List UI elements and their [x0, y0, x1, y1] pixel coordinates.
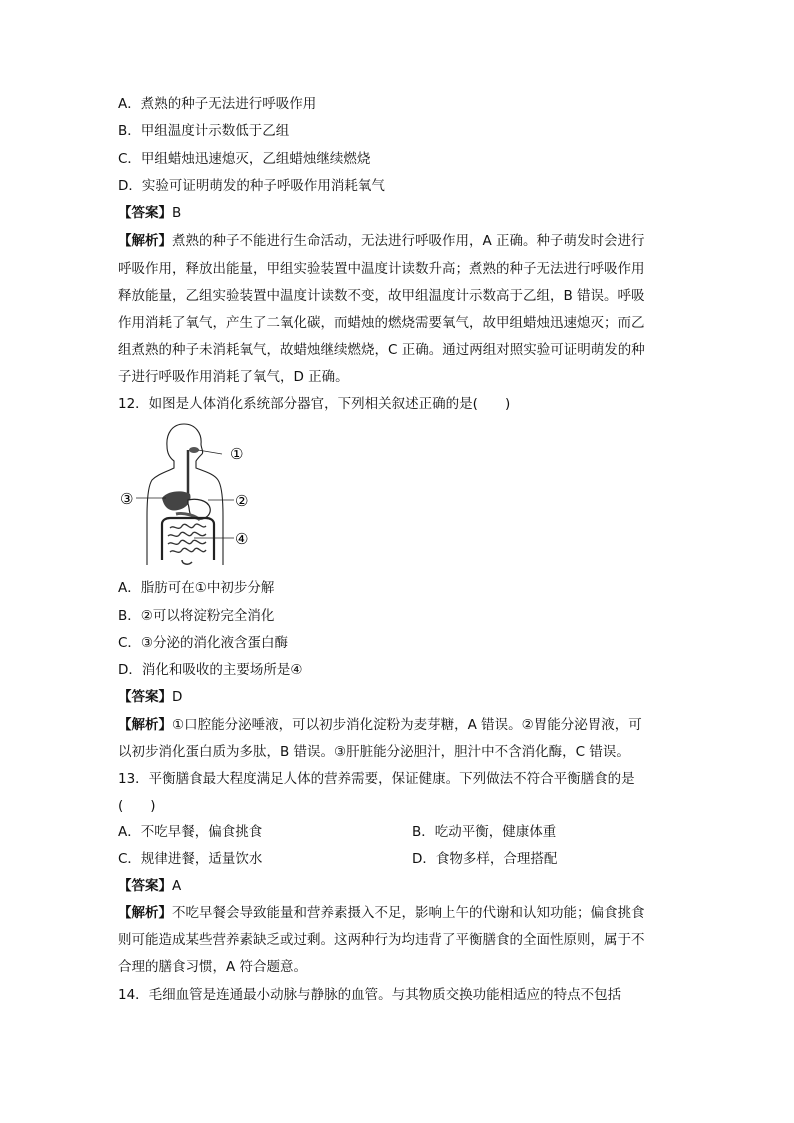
- q13-option-row: [118, 822, 262, 842]
- q13-option-d: D．食物多样，合理搭配: [412, 851, 558, 867]
- q13-option-c: C．规律进餐，适量饮水: [118, 851, 263, 867]
- q12-stem: 12．如图是人体消化系统部分器官，下列相关叙述正确的是( ): [118, 396, 511, 412]
- q13-option-a: A．不吃早餐，偏食挑食: [118, 824, 263, 840]
- q13-option-b: B．吃动平衡，健康体重: [412, 824, 557, 840]
- digestive-system-figure: [118, 420, 258, 568]
- analysis-text: 不吃早餐会导致能量和营养素摄入不足，影响上午的代谢和认知功能；偏食挑食: [172, 905, 645, 921]
- q13-analysis-line: [118, 903, 645, 923]
- q11-answer: [118, 203, 181, 223]
- q12-option-d: D．消化和吸收的主要场所是④: [118, 662, 303, 678]
- analysis-label: 【解析】: [118, 717, 172, 733]
- q13-stem: 13．平衡膳食最大程度满足人体的营养需要，保证健康。下列做法不符合平衡膳食的是: [118, 771, 635, 787]
- q12-answer: [118, 687, 182, 707]
- q11-analysis-line: 子进行呼吸作用消耗了氧气，D 正确。: [118, 369, 349, 385]
- answer-value: A: [172, 878, 182, 894]
- q11-analysis-line: [118, 231, 645, 251]
- q13-analysis-line: 合理的膳食习惯，A 符合题意。: [118, 959, 308, 975]
- answer-label: 【答案】: [118, 205, 172, 221]
- analysis-label: 【解析】: [118, 905, 172, 921]
- q12-analysis-line: [118, 715, 642, 735]
- q13-answer: [118, 876, 181, 896]
- q12-analysis-line: 以初步消化蛋白质为多肽，B 错误。③肝脏能分泌胆汁，胆汁中不含消化酶，C 错误。: [118, 744, 630, 760]
- q14-stem: 14．毛细血管是连通最小动脉与静脉的血管。与其物质交换功能相适应的特点不包括: [118, 987, 622, 1003]
- answer-label: 【答案】: [118, 689, 172, 705]
- q12-option-a: A．脂肪可在①中初步分解: [118, 580, 275, 596]
- q13-stem: ( ): [118, 798, 156, 814]
- analysis-label: 【解析】: [118, 233, 172, 249]
- q11-analysis-line: 作用消耗了氧气，产生了二氧化碳，而蜡烛的燃烧需要氧气，故甲组蜡烛迅速熄灭；而乙: [118, 315, 645, 331]
- answer-value: D: [172, 689, 183, 705]
- q11-option-d: D．实验可证明萌发的种子呼吸作用消耗氧气: [118, 178, 385, 194]
- q13-analysis-line: 则可能造成某些营养素缺乏或过剩。这两种行为均违背了平衡膳食的全面性原则，属于不: [118, 932, 645, 948]
- figure-label-4: ④: [235, 530, 249, 548]
- figure-label-1: ①: [230, 445, 244, 463]
- q12-option-c: C．③分泌的消化液含蛋白酶: [118, 635, 289, 651]
- q11-option-a: A．煮熟的种子无法进行呼吸作用: [118, 96, 317, 112]
- answer-value: B: [172, 205, 182, 221]
- figure-label-2: ②: [235, 492, 249, 510]
- q11-option-b: B．甲组温度计示数低于乙组: [118, 123, 290, 139]
- answer-label: 【答案】: [118, 878, 172, 894]
- analysis-text: 煮熟的种子不能进行生命活动，无法进行呼吸作用，A 正确。种子萌发时会进行: [172, 233, 645, 249]
- q11-option-c: C．甲组蜡烛迅速熄灭，乙组蜡烛继续燃烧: [118, 151, 371, 167]
- q12-option-b: B．②可以将淀粉完全消化: [118, 608, 275, 624]
- q11-analysis-line: 组煮熟的种子未消耗氧气，故蜡烛继续燃烧，C 正确。通过两组对照实验可证明萌发的种: [118, 342, 645, 358]
- digestive-system-diagram: [118, 420, 258, 568]
- figure-label-3: ③: [120, 490, 134, 508]
- q11-analysis-line: 呼吸作用，释放出能量，甲组实验装置中温度计读数升高；煮熟的种子无法进行呼吸作用: [118, 261, 645, 277]
- q11-analysis-line: 释放能量，乙组实验装置中温度计读数不变，故甲组温度计示数高于乙组，B 错误。呼吸: [118, 288, 645, 304]
- analysis-text: ①口腔能分泌唾液，可以初步消化淀粉为麦芽糖，A 错误。②胃能分泌胃液，可: [172, 717, 642, 733]
